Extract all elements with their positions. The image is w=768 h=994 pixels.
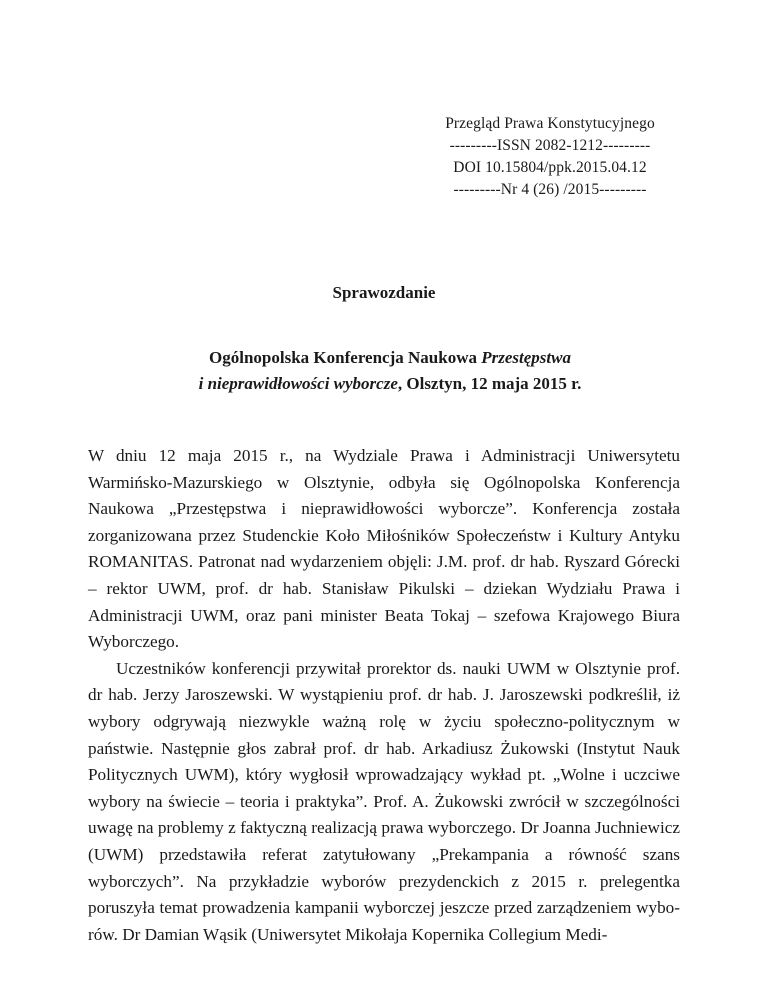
title-part-1: Ogólnopolska Konferencja Naukowa: [209, 348, 482, 367]
title-part-2: , Olsztyn, 12 maja 2015 r.: [397, 374, 582, 393]
issue-line: ---------Nr 4 (26) /2015---------: [453, 181, 647, 198]
section-label: Sprawozdanie: [332, 283, 436, 302]
issn-line: ---------ISSN 2082-1212---------: [449, 137, 651, 154]
paragraph-2: Uczestników konferencji przywitał prorektor ds. nauki UWM w Olsztynie prof. dr hab. Jerzy Jaroszewski. W wystąpieniu prof. dr hab. J. Jaroszewski podkreślił, iż wybory odgrywają niezwykle ważną rolę w życiu społeczno-politycznym w państwie. Następnie głos zabrał prof. dr hab. Arkadiusz Żukowski (Instytut Nauk Politycznych UWM), który wygłosił wprowadzający wykład pt. „Wolne i uczciwe wybory na świecie – teoria i praktyka”. Prof. A. Żukowski zwrócił w szczególności uwagę na problemy z faktyczną realizacją prawa wyborczego. Dr Joanna Juchniewicz (UWM) przedstawiła referat zatytułowany „Prekampania a równość szans wyborczych”. Na przykładzie wyborów prezydenckich z 2015 r. prelegentka poruszyła temat prowadzenia kampanii wyborczej jeszcze przed zarządzeniem wyborów. Dr Damian Wąsik (Uniwersytet Mikołaja Kopernika Collegium Medi-: [88, 658, 680, 944]
paragraph-1: W dniu 12 maja 2015 r., na Wydziale Prawa i Administracji Uniwersytetu Warmińsko-Mazurskiego w Olsztynie, odbyła się Ogólnopolska Konferencja Naukowa „Przestępstwa i nieprawidłowości wyborcze”. Konferencja została zorganizowana przez Studenckie Koło Miłośników Społeczeństw i Kultury Antyku ROMANITAS. Patronat nad wydarzeniem objęli: J.M. prof. dr hab. Ryszard Górecki – rektor UWM, prof. dr hab. Stanisław Pikulski – dziekan Wydziału Prawa i Administracji UWM, oraz pani minister Beata Tokaj – szefowa Krajowego Biura Wyborczego.: [88, 446, 680, 652]
doi-line: DOI 10.15804/ppk.2015.04.12: [453, 159, 647, 176]
report-body: [88, 443, 680, 948]
title-italic-1: Przestępstwa: [481, 348, 571, 367]
title-italic-2: i nieprawidłowości wyborcze: [198, 374, 398, 393]
journal-name: Przegląd Prawa Konstytucyjnego: [445, 115, 655, 132]
article-title: [90, 345, 690, 397]
journal-header: [400, 113, 700, 201]
